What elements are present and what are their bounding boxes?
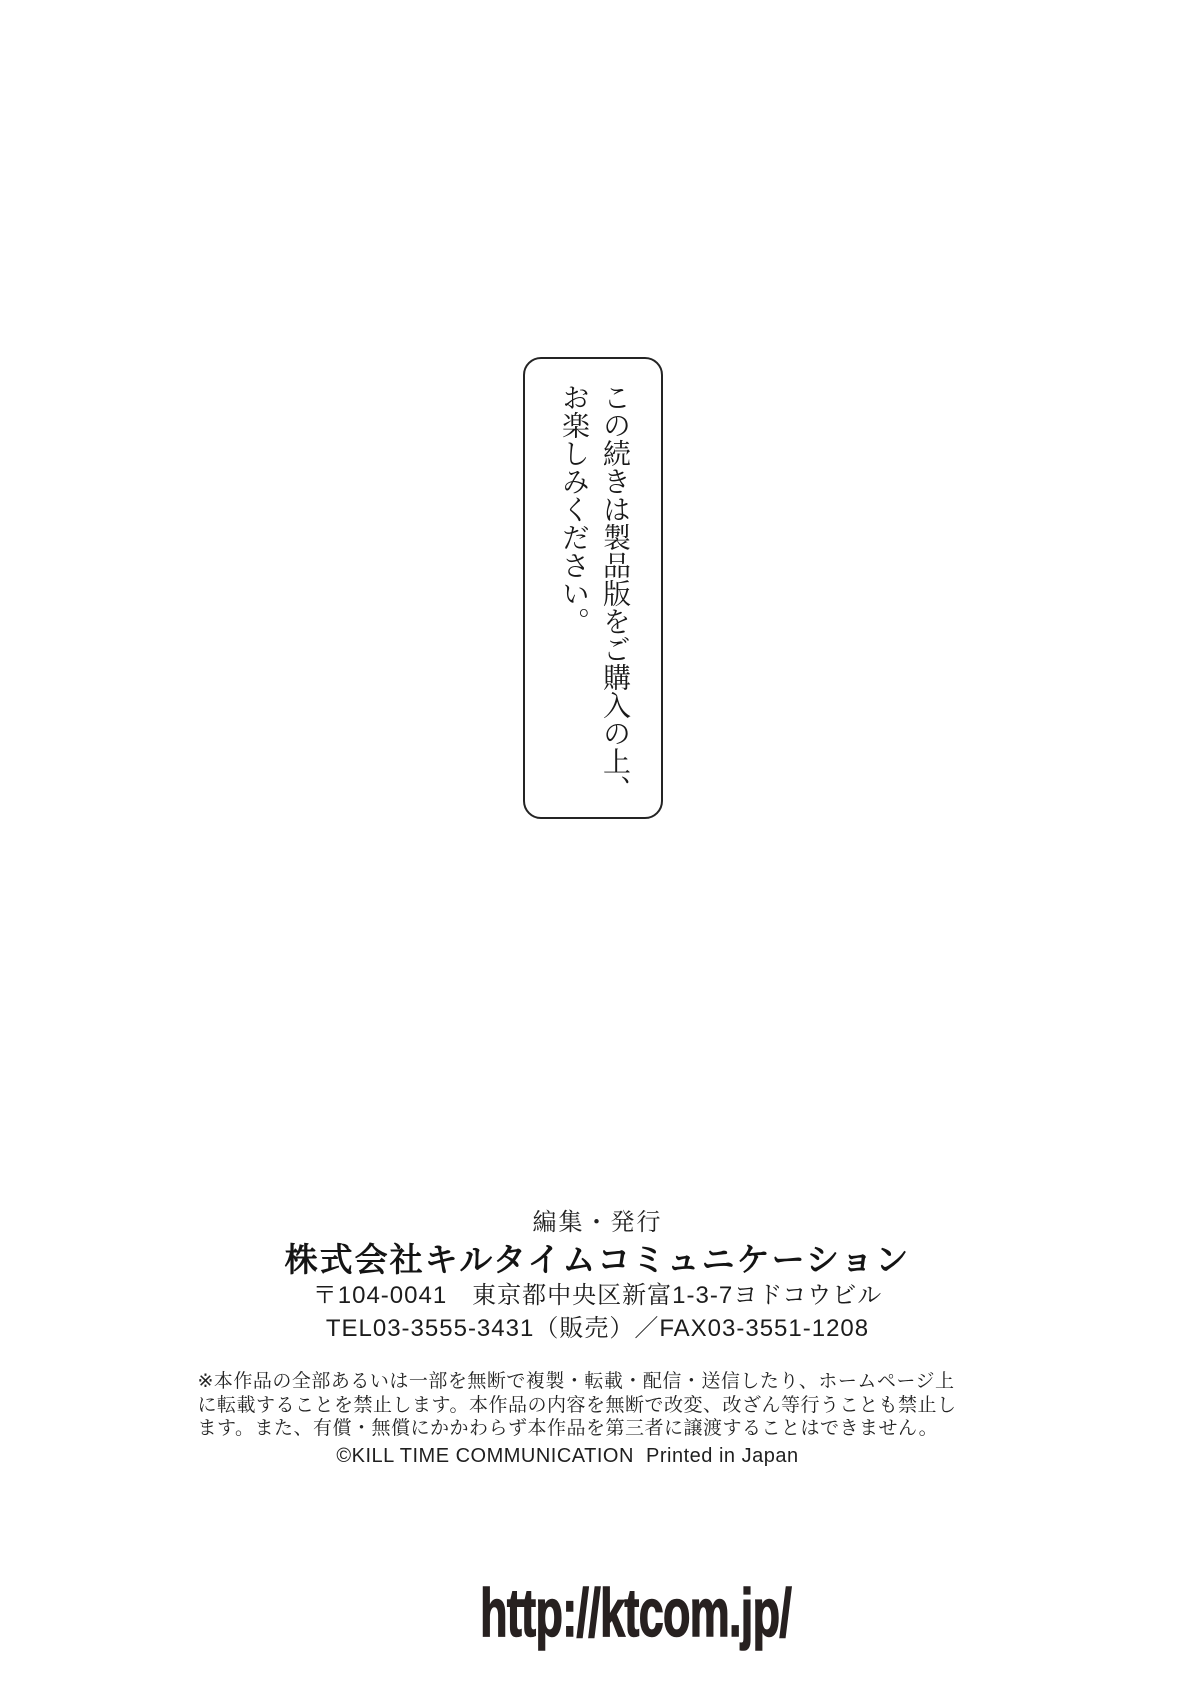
publisher-address: 〒104-0041 東京都中央区新富1-3-7ヨドコウビル	[312, 1282, 883, 1309]
publisher-name: 株式会社キルタイムコミュニケーション	[284, 1241, 911, 1278]
notice-line-2: お楽しみください。	[558, 383, 591, 635]
continuation-notice-box	[523, 357, 663, 819]
copyright-line: ©KILL TIME COMMUNICATION Printed in Japan	[336, 1445, 799, 1467]
notice-line-1: この続きは製品版をご購入の上、	[599, 383, 632, 803]
legal-notice-line-2: に転載することを禁止します。本作品の内容を無断で改変、改ざん等行うことも禁止し	[197, 1394, 957, 1416]
website-url: http://ktcom.jp/	[479, 1575, 791, 1651]
publisher-phone-fax: TEL03-3555-3431（販売）／FAX03-3551-1208	[325, 1315, 870, 1342]
publisher-role-label: 編集・発行	[532, 1209, 663, 1236]
website-url-line	[0, 1496, 1195, 1687]
legal-notice	[198, 1370, 998, 1441]
legal-notice-line-1: ※本作品の全部あるいは一部を無断で複製・転載・配信・送信したり、ホームページ上	[197, 1371, 955, 1392]
legal-notice-line-3: ます。また、有償・無償にかかわらず本作品を第三者に譲渡することはできません。	[197, 1418, 939, 1439]
